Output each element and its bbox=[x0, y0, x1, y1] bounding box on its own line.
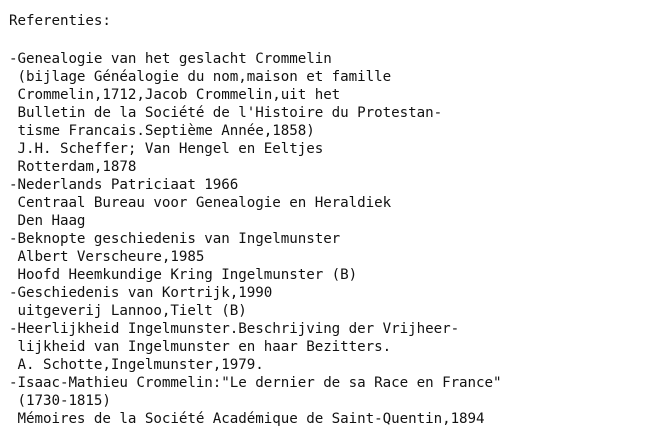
reference-line: -Nederlands Patriciaat 1966 bbox=[9, 177, 239, 193]
reference-line: Centraal Bureau voor Genealogie en Heraldiek bbox=[9, 195, 392, 211]
reference-line: Albert Verscheure,1985 bbox=[9, 249, 205, 265]
reference-line: tisme Francais.Septième Année,1858) bbox=[9, 123, 315, 139]
reference-line: Mémoires de la Société Académique de Saint-Quentin,1894 bbox=[9, 411, 485, 427]
reference-line: uitgeverij Lannoo,Tielt (B) bbox=[9, 303, 247, 319]
references-heading: Referenties: bbox=[9, 13, 111, 29]
reference-line: lijkheid van Ingelmunster en haar Bezitters. bbox=[9, 339, 392, 355]
reference-line: -Geschiedenis van Kortrijk,1990 bbox=[9, 285, 273, 301]
reference-line: Hoofd Heemkundige Kring Ingelmunster (B) bbox=[9, 267, 358, 283]
reference-line: Crommelin,1712,Jacob Crommelin,uit het bbox=[9, 87, 341, 103]
reference-line: (1730-1815) bbox=[9, 393, 111, 409]
reference-line: (bijlage Généalogie du nom,maison et famille bbox=[9, 69, 392, 85]
reference-line: -Beknopte geschiedenis van Ingelmunster bbox=[9, 231, 341, 247]
reference-line: -Heerlijkheid Ingelmunster.Beschrijving der Vrijheer- bbox=[9, 321, 460, 337]
reference-line: J.H. Scheffer; Van Hengel en Eeltjes bbox=[9, 141, 324, 157]
reference-line: Den Haag bbox=[9, 213, 86, 229]
reference-line: Bulletin de la Société de l'Histoire du Protestan- bbox=[9, 105, 443, 121]
reference-line: A. Schotte,Ingelmunster,1979. bbox=[9, 357, 264, 373]
reference-line: -Isaac-Mathieu Crommelin:"Le dernier de sa Race en France" bbox=[9, 375, 502, 391]
reference-line: -Genealogie van het geslacht Crommelin bbox=[9, 51, 332, 67]
reference-line: Rotterdam,1878 bbox=[9, 159, 137, 175]
